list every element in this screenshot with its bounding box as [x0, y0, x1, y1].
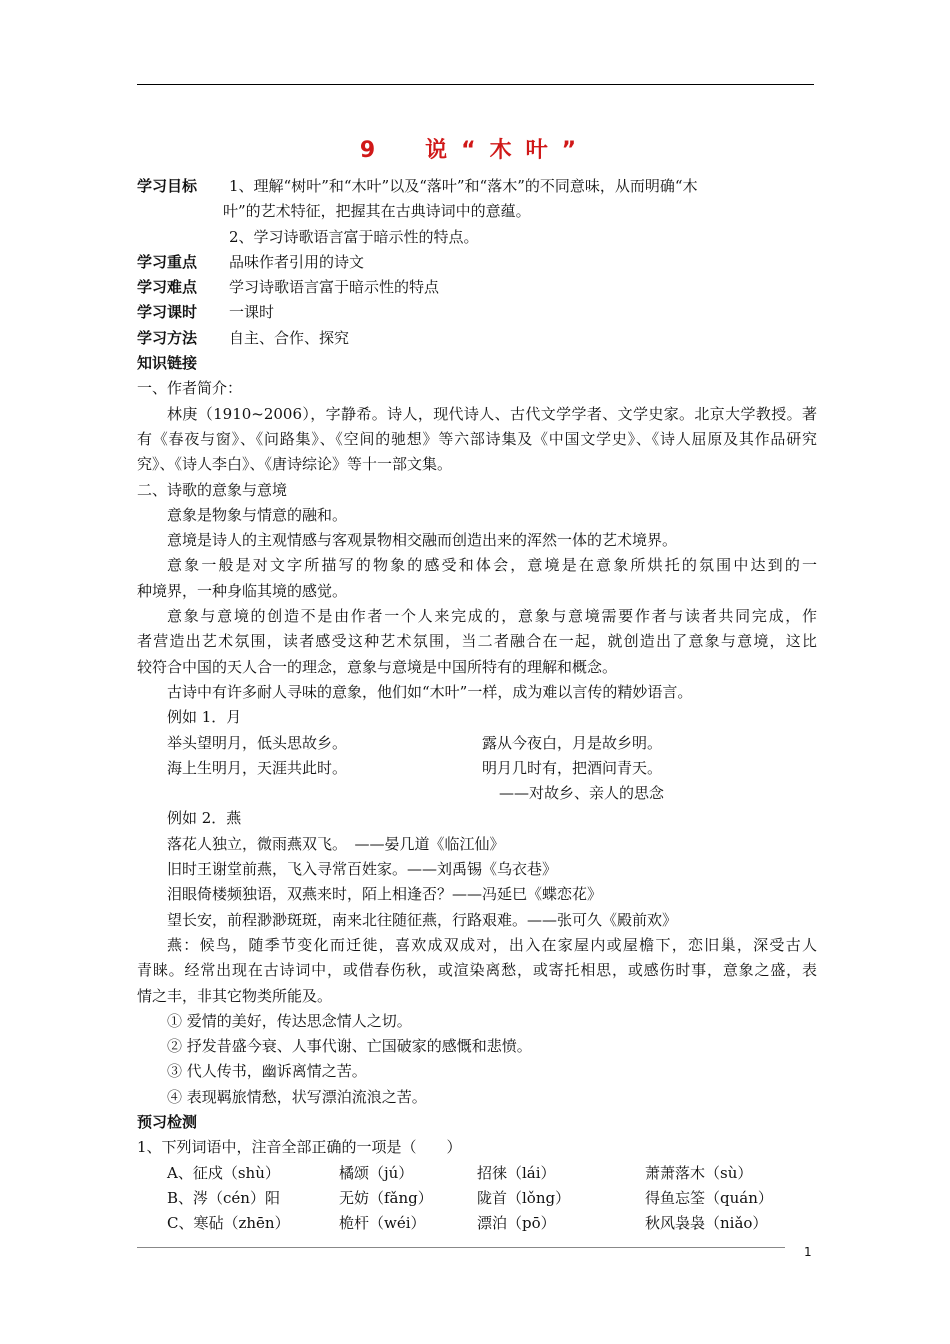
info-label: 学习难点: [137, 278, 198, 297]
example1-note: ——对故乡、亲人的思念: [499, 784, 665, 803]
poem-row: [137, 756, 817, 781]
paragraph: 意境是诗人的主观情感与客观景物相交融而创造出来的浑然一体的艺术境界。: [167, 531, 678, 550]
author-text-line: 有《春夜与窗》、《问路集》、《空间的驰想》等六部诗集及《中国文学史》、《诗人屈原及其作品研究: [137, 429, 817, 448]
info-value: 品味作者引用的诗文: [229, 252, 365, 271]
option-item: C、寒砧（zhēn）: [167, 1214, 290, 1233]
info-value: 学习诗歌语言富于暗示性的特点: [229, 278, 440, 297]
info-value: 一课时: [229, 303, 275, 322]
option-item: A、征戍（shù）: [167, 1163, 280, 1182]
swallow-point: ③ 代人传书，幽诉离情之苦。: [167, 1062, 367, 1081]
info-row-method: [137, 326, 817, 351]
swallow-point: ② 抒发昔盛今衰、人事代谢、亡国破家的感慨和悲愤。: [167, 1037, 532, 1056]
paragraph: 意象是物象与情意的融和。: [167, 505, 348, 524]
author-text-line: 究》、《诗人李白》、《唐诗综论》等十一部文集。: [137, 455, 453, 474]
objectives-row: [137, 174, 817, 199]
swallow-desc-line: 燕：候鸟，随季节变化而迁徙，喜欢成双成对，出入在家屋内或屋檐下，恋旧巢，深受古人: [167, 935, 817, 954]
option-item: 无妨（fǎng）: [339, 1188, 433, 1207]
objective-1-line2: 叶”的艺术特征，把握其在古典诗词中的意蕴。: [223, 202, 531, 221]
option-item: 橘颂（jú）: [339, 1163, 414, 1182]
option-row-a: [137, 1161, 817, 1186]
footer-rule: [137, 1247, 785, 1248]
header-rule: [137, 84, 814, 85]
option-item: 秋风袅袅（niǎo）: [645, 1214, 768, 1233]
paragraph-line: 较符合中国的天人合一的理念，意象与意境是中国所特有的理解和概念。: [137, 657, 618, 676]
poem-line: 露从今夜白，月是故乡明。: [482, 733, 663, 752]
swallow-desc-line: 青睐。经常出现在古诗词中，或借春伤秋，或渲染离愁，或寄托相思，或感伤时事，意象之盛，表: [137, 961, 817, 980]
poem-quote: 泪眼倚楼频独语，双燕来时，陌上相逢否？——冯延巳《蝶恋花》: [167, 885, 603, 904]
option-item: 漂泊（pō）: [477, 1214, 556, 1233]
example2-label: 例如 2．燕: [167, 809, 242, 828]
paragraph-line: 者营造出艺术氛围，读者感受这种艺术氛围，当二者融合在一起，就创造出了意象与意境，这比: [137, 632, 817, 651]
option-row-c: [137, 1211, 817, 1236]
poem-quote: 落花人独立，微雨燕双飞。 ——晏几道《临江仙》: [167, 834, 505, 853]
example1-label: 例如 1．月: [167, 708, 242, 727]
poem-line: 海上生明月，天涯共此时。: [167, 758, 348, 777]
info-label: 学习方法: [137, 328, 198, 347]
paragraph-line: 意象一般是对文字所描写的物象的感受和体会，意境是在意象所烘托的氛围中达到的一: [167, 556, 817, 575]
option-row-b: [137, 1186, 817, 1211]
page-title: 9 说“木叶”: [359, 138, 591, 163]
option-item: 桅杆（wéi）: [339, 1214, 426, 1233]
page-number: 1: [804, 1245, 812, 1259]
swallow-point: ① 爱情的美好，传达思念情人之切。: [167, 1011, 412, 1030]
poem-quote: 望长安，前程渺渺斑斑，南来北往随征燕，行路艰难。——张可久《殿前欢》: [167, 910, 678, 929]
question-1: 1、下列词语中，注音全部正确的一项是（ ）: [137, 1138, 462, 1157]
option-item: B、涔（cén）阳: [167, 1188, 280, 1207]
poem-line: 举头望明月，低头思故乡。: [167, 733, 348, 752]
author-heading: 一、作者简介：: [137, 379, 243, 398]
option-item: 萧萧落木（sù）: [645, 1163, 753, 1182]
poem-quote: 旧时王谢堂前燕，飞入寻常百姓家。——刘禹锡《乌衣巷》: [167, 860, 558, 879]
option-item: 招徕（lái）: [477, 1163, 556, 1182]
info-label: 学习重点: [137, 252, 198, 271]
info-label: 学习课时: [137, 303, 198, 322]
swallow-point: ④ 表现羁旅情愁，状写漂泊流浪之苦。: [167, 1087, 427, 1106]
author-text-line: 林庚（1910~2006），字静希。诗人，现代诗人、古代文学学者、文学史家。北京大学教授。著: [167, 404, 817, 423]
preview-heading: 预习检测: [137, 1112, 198, 1131]
paragraph-line: 意象与意境的创造不是由作者一个人来完成的，意象与意境需要作者与读者共同完成，作: [167, 607, 817, 626]
option-item: 陇首（lǒng）: [477, 1188, 571, 1207]
imagery-heading: 二、诗歌的意象与意境: [137, 480, 288, 499]
objective-2: 2、学习诗歌语言富于暗示性的特点。: [229, 227, 479, 246]
info-row-hours: [137, 300, 817, 325]
poem-row: [137, 731, 817, 756]
swallow-desc-line: 情之丰，非其它物类所能及。: [137, 986, 333, 1005]
objective-1-line1: 1、理解“树叶”和“木叶”以及“落叶”和“落木”的不同意味，从而明确“木: [229, 177, 698, 195]
poem-line: 明月几时有，把酒问青天。: [482, 758, 663, 777]
objectives-label: 学习目标: [137, 177, 198, 195]
paragraph-line: 种境界，一种身临其境的感觉。: [137, 581, 348, 600]
option-item: 得鱼忘筌（quán）: [645, 1188, 773, 1207]
knowledge-heading: 知识链接: [137, 354, 198, 373]
document-body: [137, 174, 817, 1236]
paragraph: 古诗中有许多耐人寻味的意象，他们如“木叶”一样，成为难以言传的精妙语言。: [167, 682, 693, 701]
info-row-difficulty: [137, 275, 817, 300]
info-value: 自主、合作、探究: [229, 328, 350, 347]
info-row-focus: [137, 250, 817, 275]
